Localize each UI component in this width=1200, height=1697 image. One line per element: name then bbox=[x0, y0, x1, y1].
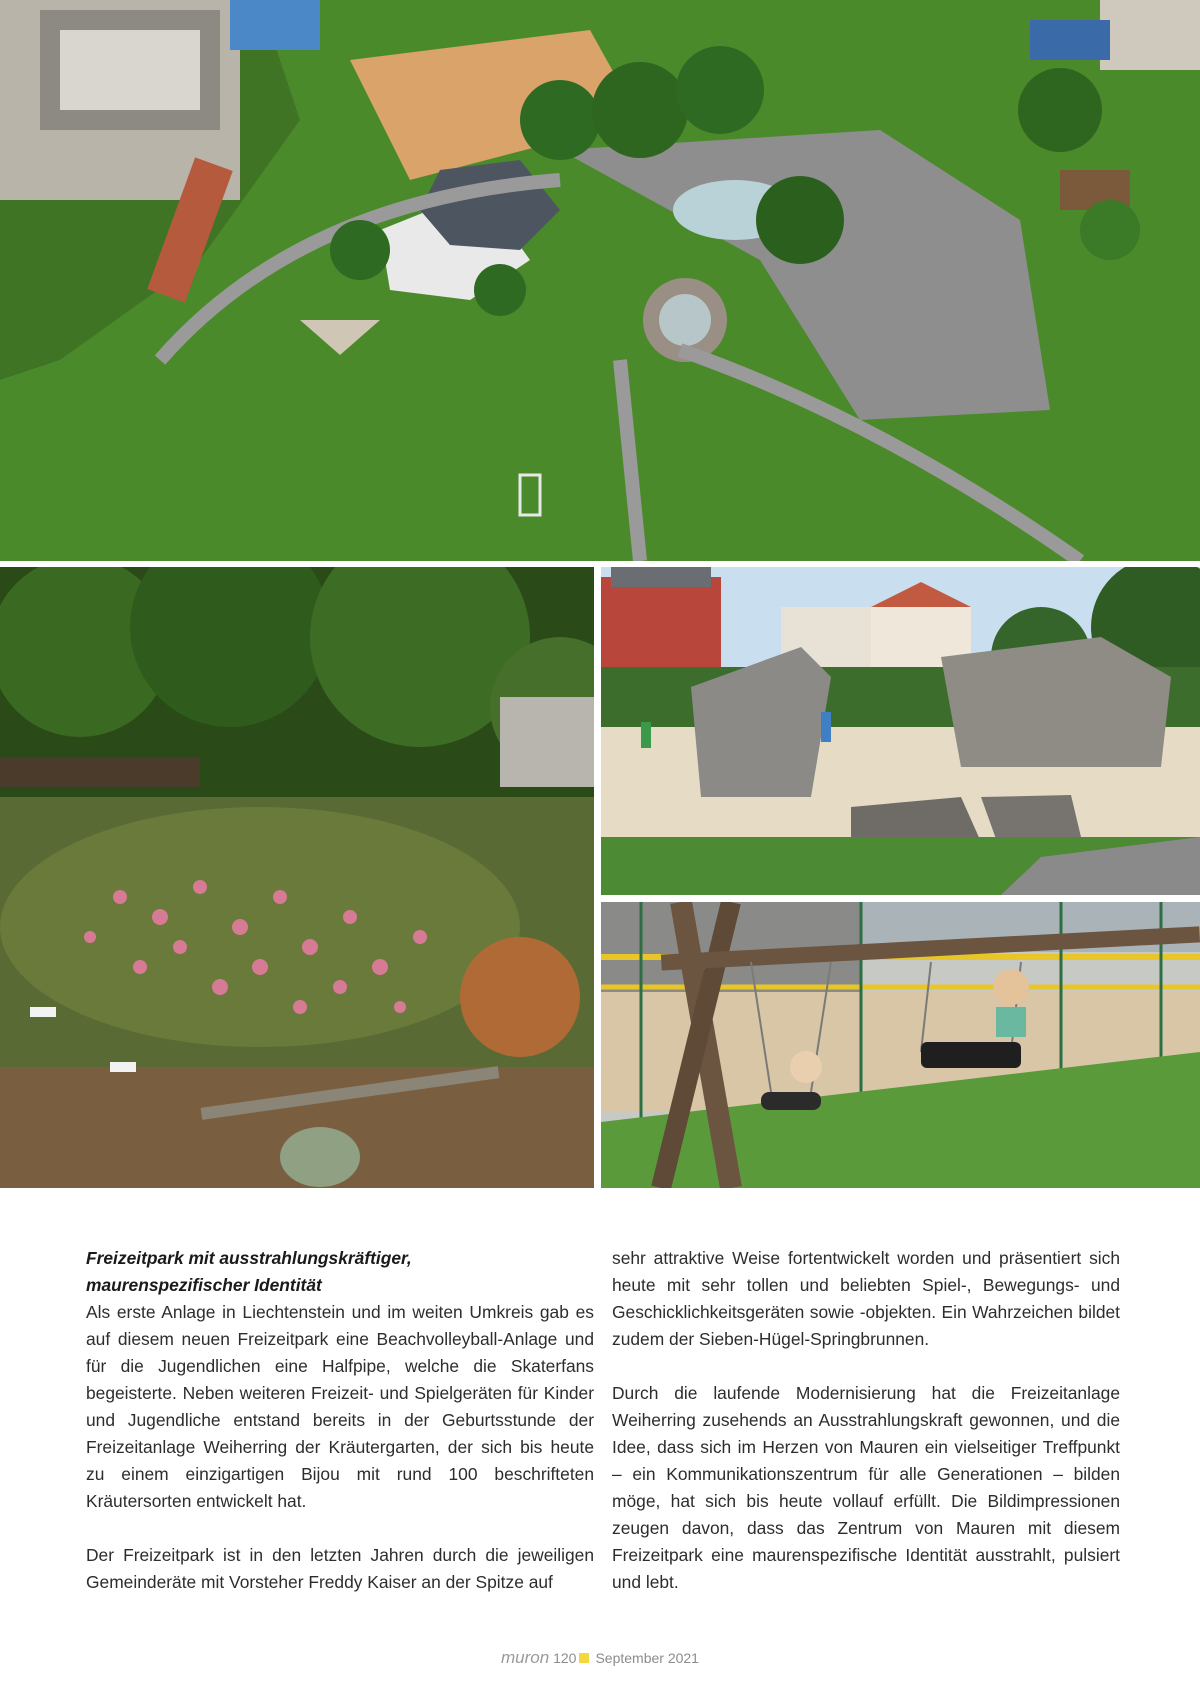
accent-square-icon bbox=[579, 1653, 589, 1663]
issue-number: 120 bbox=[553, 1650, 577, 1666]
climbing-rocks-photo bbox=[601, 567, 1200, 895]
paragraph-1: Als erste Anlage in Liechtenstein und im weiten Umkreis gab es auf diesem neuen Freizeitpark eine Beachvolleyball-Anlage und für die Jugendlichen eine Halfpipe, welche die Skaterfans begeisterte. Neben weiteren Freizeit- und Spielgeräten für Kinder und Jugendliche entstand bereits in der Geburtsstunde der Freizeitanlage Weiherring der Kräutergarten, der sich bis heute zu einem einzigartigen Bijou mit rund 100 beschrifteten Kräutersorten entwickelt hat. bbox=[86, 1302, 594, 1511]
page-footer bbox=[0, 1648, 1200, 1668]
aerial-photo bbox=[0, 0, 1200, 561]
article-column-right bbox=[612, 1245, 1120, 1596]
swing-photo bbox=[601, 902, 1200, 1188]
heading-line-1: Freizeitpark mit ausstrahlungskräftiger, bbox=[86, 1248, 412, 1268]
magazine-brand: muron bbox=[501, 1648, 550, 1667]
article-heading bbox=[86, 1245, 594, 1299]
issue-date: September 2021 bbox=[595, 1650, 699, 1666]
paragraph-4: Durch die laufende Modernisierung hat die Freizeitanlage Weiherring zusehends an Ausstrahlungskraft gewonnen, und die Idee, dass sich im Herzen von Mauren ein vielseitiger Treffpunkt – ein Kommunikationszentrum für alle Generationen – bilden möge, hat sich bis heute vollauf erfüllt. Die Bildimpressionen zeugen davon, dass das Zentrum von Mauren mit diesem Freizeitpark eine maurenspezifische Identität ausstrahlt, pulsiert und lebt. bbox=[612, 1383, 1120, 1592]
herb-garden-photo bbox=[0, 567, 594, 1188]
paragraph-2: Der Freizeitpark ist in den letzten Jahren durch die jeweiligen Gemeinderäte mit Vorsteher Freddy Kaiser an der Spitze auf bbox=[86, 1545, 594, 1592]
paragraph-3: sehr attraktive Weise fortentwickelt worden und präsentiert sich heute mit sehr tollen und beliebten Spiel-, Bewegungs- und Geschicklichkeitsgeräten sowie -objekten. Ein Wahrzeichen bildet zudem der Sieben-Hügel-Springbrunnen. bbox=[612, 1248, 1120, 1349]
article-column-left bbox=[86, 1245, 594, 1596]
heading-line-2: maurenspezifischer Identität bbox=[86, 1275, 322, 1295]
